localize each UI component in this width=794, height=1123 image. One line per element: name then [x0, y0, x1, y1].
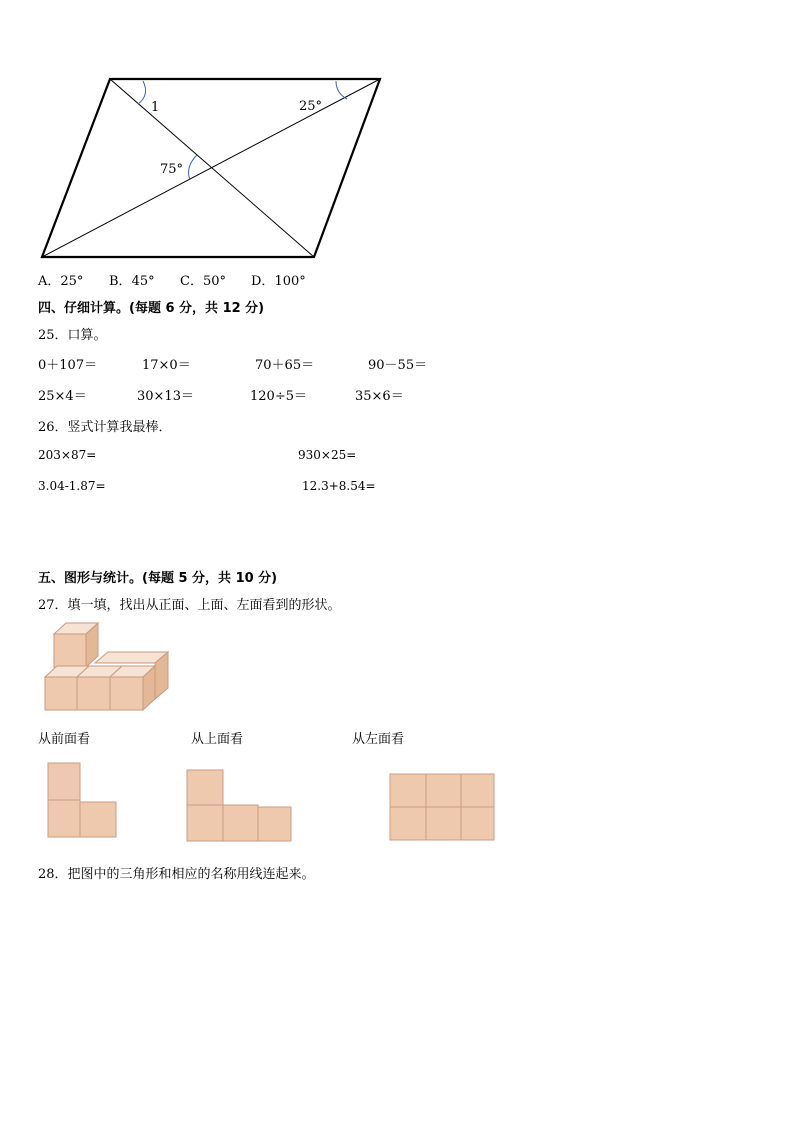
q25-r1-c2: 17×0＝ [142, 358, 191, 373]
view-label-top: 从上面看 [191, 732, 244, 747]
option-a-letter: A． [38, 274, 61, 289]
q25-r1-c4: 90－55＝ [368, 358, 428, 373]
q25-r1-c3: 70＋65＝ [255, 358, 315, 373]
view-label-front: 从前面看 [38, 732, 91, 747]
option-c-text: 50° [202, 274, 226, 289]
view-label-left: 从左面看 [352, 732, 405, 747]
left-view-shape [390, 774, 500, 854]
q26-item-3: 3.04-1.87= [38, 479, 106, 493]
q25-r2-c1: 25×4＝ [38, 389, 87, 404]
option-d-letter: D． [251, 274, 275, 289]
q25-r2-c4: 35×6＝ [355, 389, 404, 404]
option-b-text: 45° [131, 274, 155, 289]
parallelogram-figure [0, 0, 794, 300]
q25-r2-c3: 120÷5＝ [250, 389, 307, 404]
angle-label-25: 25° [299, 99, 323, 114]
option-c-letter: C． [180, 274, 203, 289]
cube-stack-figure [40, 618, 180, 718]
option-b [109, 270, 155, 289]
option-b-letter: B． [109, 274, 132, 289]
q25-r2-c2: 30×13＝ [137, 389, 194, 404]
q26-item-2: 930×25= [298, 448, 357, 462]
option-d [251, 270, 306, 289]
q26-item-1: 203×87= [38, 448, 97, 462]
option-c [180, 270, 226, 289]
q28-title: 28．把图中的三角形和相应的名称用线连起来。 [38, 867, 315, 882]
angle-label-75: 75° [160, 162, 184, 177]
diagonal-line-2 [42, 79, 380, 257]
angle-arc-1 [138, 81, 146, 104]
option-a [38, 270, 83, 289]
section5-heading: 五、图形与统计。(每题 5 分，共 10 分) [38, 571, 278, 586]
option-a-text: 25° [60, 274, 84, 289]
angle-arc-25 [336, 81, 347, 99]
front-view-shape [48, 763, 128, 843]
q26-item-4: 12.3+8.54= [302, 479, 376, 493]
top-view-shape [187, 770, 297, 850]
section4-heading: 四、仔细计算。(每题 6 分，共 12 分) [38, 301, 265, 316]
angle-label-1: 1 [151, 100, 160, 115]
option-d-text: 100° [274, 274, 306, 289]
q26-title: 26．竖式计算我最棒． [38, 420, 172, 435]
q25-title: 25．口算。 [38, 328, 107, 343]
q25-r1-c1: 0＋107＝ [38, 358, 98, 373]
q27-title: 27．填一填，找出从正面、上面、左面看到的形状。 [38, 598, 341, 613]
